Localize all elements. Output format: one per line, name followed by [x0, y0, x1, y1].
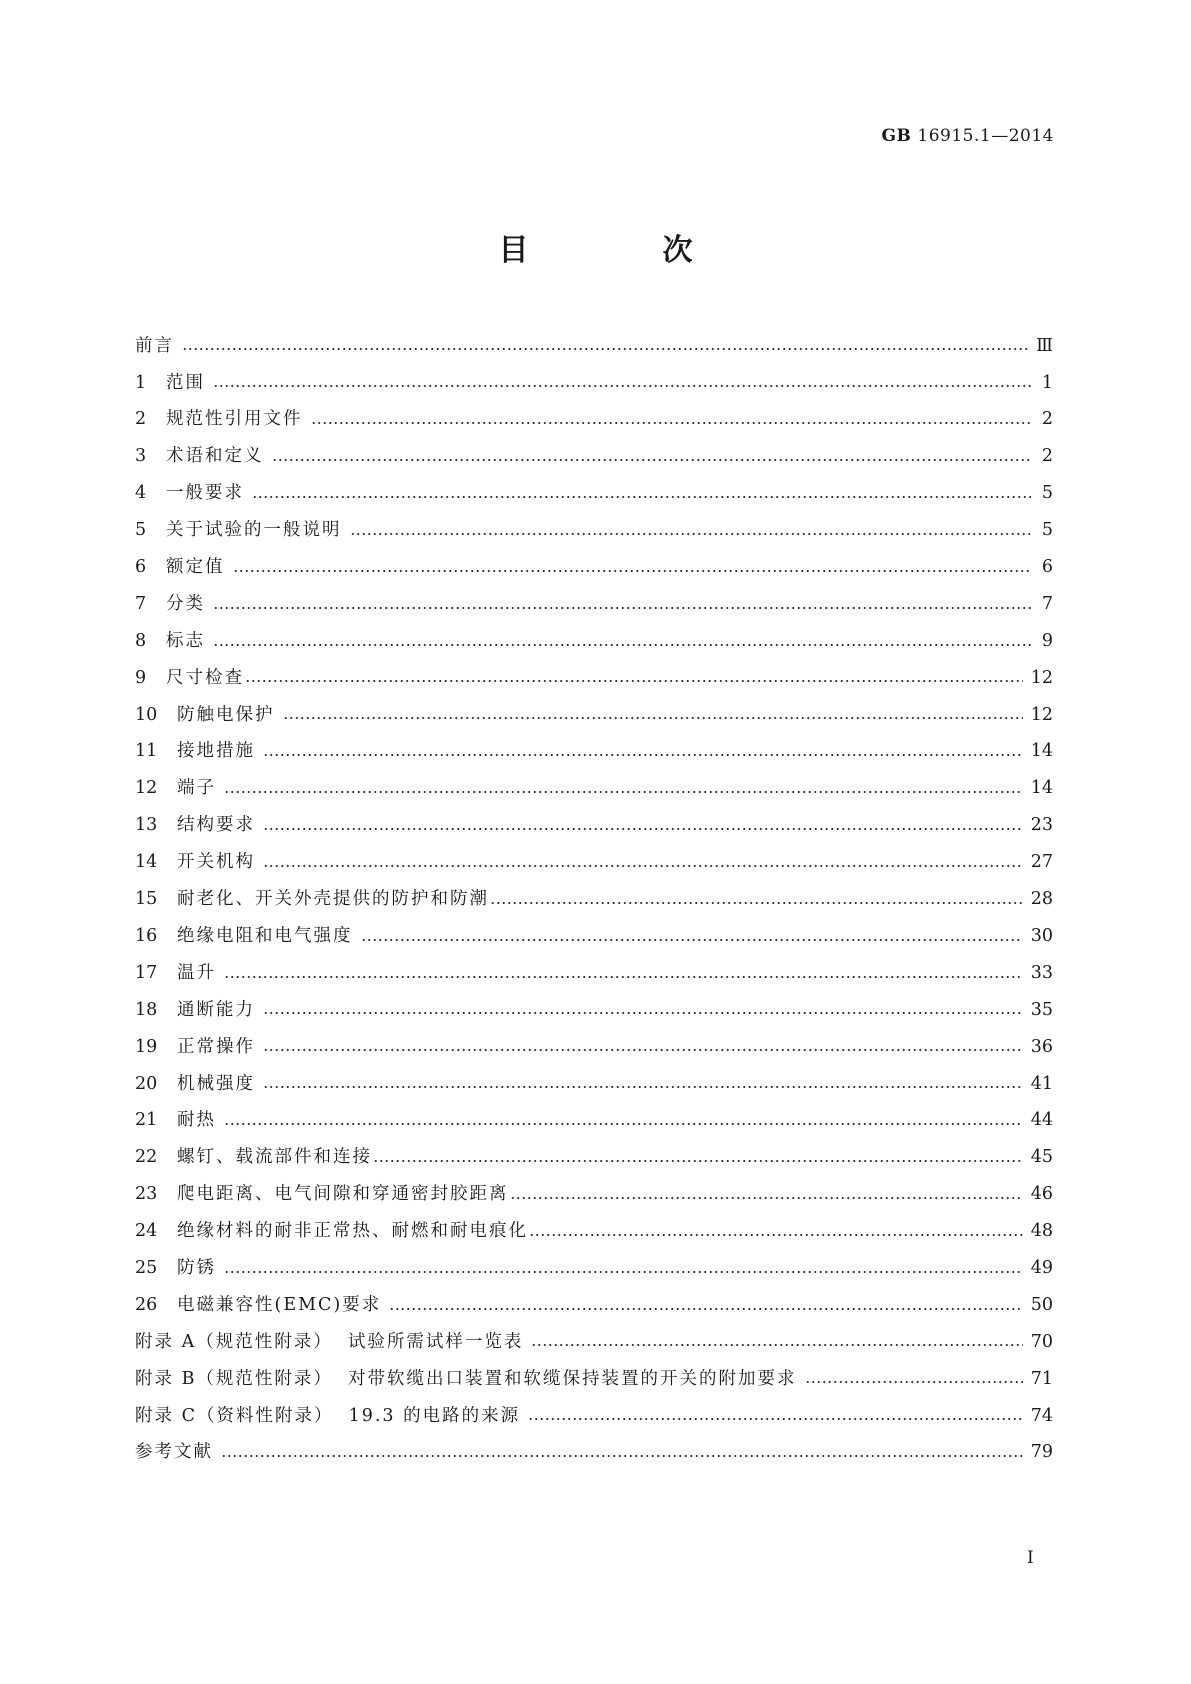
toc-entry-page: 41 [1030, 1073, 1053, 1094]
toc-entry-number: 13 [135, 815, 158, 836]
toc-entry-page: 50 [1030, 1294, 1053, 1315]
toc-entry[interactable] [135, 1140, 1053, 1177]
toc-dot-leader [373, 1160, 1023, 1162]
toc-entry-title: 爬电距离、电气间隙和穿通密封胶距离 [177, 1184, 509, 1205]
toc-entry-title: 参考文献 [135, 1442, 213, 1463]
toc-entry-page: 71 [1030, 1368, 1053, 1389]
toc-entry[interactable] [135, 1213, 1053, 1250]
toc-dot-leader [283, 717, 1023, 719]
toc-entry-title: 机械强度 [177, 1073, 255, 1094]
toc-dot-leader [263, 1086, 1023, 1088]
toc-entry-number: 24 [135, 1221, 158, 1242]
toc-entry-page: 12 [1030, 704, 1053, 725]
toc-entry-number: 6 [135, 557, 147, 578]
toc-entry-page: 14 [1030, 741, 1053, 762]
toc-entry-title: 端子 [177, 778, 216, 799]
toc-dot-leader [252, 496, 1031, 498]
toc-entry-number: 12 [135, 778, 158, 799]
toc-entry[interactable] [135, 402, 1053, 439]
page-title: 目 次 [498, 233, 745, 268]
toc-entry-title: 螺钉、载流部件和连接 [177, 1147, 372, 1168]
toc-entry-title: 温升 [177, 962, 216, 983]
toc-entry-page: 49 [1030, 1257, 1053, 1278]
toc-entry-page: Ⅲ [1036, 335, 1053, 356]
toc-entry[interactable] [135, 992, 1053, 1029]
toc-entry-page: 28 [1030, 889, 1053, 910]
toc-entry-number: 4 [135, 483, 147, 504]
toc-entry-title: 关于试验的一般说明 [166, 520, 342, 541]
toc-entry-title: 开关机构 [177, 852, 255, 873]
toc-entry-number: 26 [135, 1294, 158, 1315]
toc-dot-leader [233, 570, 1032, 572]
toc-entry-number: 18 [135, 999, 158, 1020]
toc-entry-page: 23 [1030, 815, 1053, 836]
toc-entry-title: 术语和定义 [166, 446, 264, 467]
table-of-contents [135, 328, 1053, 1472]
toc-entry[interactable] [135, 808, 1053, 845]
toc-entry[interactable] [135, 328, 1053, 365]
toc-dot-leader [224, 1271, 1023, 1273]
toc-entry-title: 电磁兼容性(EMC)要求 [177, 1294, 382, 1315]
toc-entry-number: 19 [135, 1036, 158, 1057]
toc-entry-number: 11 [135, 741, 158, 762]
toc-entry-page: 1 [1041, 372, 1053, 393]
toc-entry-title: 接地措施 [177, 741, 255, 762]
toc-entry-page: 46 [1030, 1184, 1053, 1205]
toc-entry[interactable] [135, 881, 1053, 918]
toc-entry[interactable] [135, 771, 1053, 808]
toc-entry[interactable] [135, 476, 1053, 513]
toc-dot-leader [263, 1049, 1023, 1051]
toc-entry-title: 额定值 [166, 557, 225, 578]
toc-dot-leader [361, 939, 1023, 941]
toc-dot-leader [213, 385, 1031, 387]
toc-entry-title: 通断能力 [177, 999, 255, 1020]
toc-entry-number: 2 [135, 409, 147, 430]
toc-entry-number: 9 [135, 667, 147, 688]
toc-entry-page: 7 [1041, 593, 1053, 614]
toc-entry-title: 分类 [166, 593, 205, 614]
toc-entry-title: 附录 A（规范性附录） 试验所需试样一览表 [135, 1331, 524, 1352]
toc-entry-page: 2 [1041, 446, 1053, 467]
toc-entry-title: 范围 [166, 372, 205, 393]
toc-entry-number: 1 [135, 372, 147, 393]
toc-dot-leader [263, 1012, 1023, 1014]
toc-entry-page: 5 [1041, 520, 1053, 541]
toc-entry-page: 27 [1030, 852, 1053, 873]
toc-dot-leader [311, 422, 1032, 424]
toc-entry-page: 2 [1041, 409, 1053, 430]
toc-entry[interactable] [135, 1324, 1053, 1361]
toc-entry-number: 8 [135, 630, 147, 651]
toc-entry-page: 30 [1030, 925, 1053, 946]
toc-entry-page: 79 [1030, 1442, 1053, 1463]
toc-entry-number: 5 [135, 520, 147, 541]
toc-entry-number: 7 [135, 593, 147, 614]
toc-entry-number: 23 [135, 1184, 158, 1205]
toc-dot-leader [182, 348, 1028, 350]
toc-entry-page: 5 [1041, 483, 1053, 504]
toc-entry[interactable] [135, 365, 1053, 402]
toc-entry-page: 33 [1030, 962, 1053, 983]
toc-dot-leader [510, 1197, 1023, 1199]
toc-entry[interactable] [135, 955, 1053, 992]
toc-entry-number: 3 [135, 446, 147, 467]
toc-entry-number: 16 [135, 925, 158, 946]
toc-entry-title: 附录 B（规范性附录） 对带软缆出口装置和软缆保持装置的开关的附加要求 [135, 1368, 797, 1389]
toc-entry[interactable] [135, 439, 1053, 476]
toc-entry-title: 结构要求 [177, 815, 255, 836]
toc-entry-title: 耐热 [177, 1110, 216, 1131]
toc-entry-title: 正常操作 [177, 1036, 255, 1057]
toc-entry-title: 规范性引用文件 [166, 409, 303, 430]
toc-dot-leader [529, 1234, 1023, 1236]
toc-dot-leader [531, 1344, 1022, 1346]
toc-entry[interactable] [135, 1398, 1053, 1435]
toc-entry-page: 14 [1030, 778, 1053, 799]
toc-entry[interactable] [135, 1361, 1053, 1398]
toc-entry-title: 附录 C（资料性附录） 19.3 的电路的来源 [135, 1405, 521, 1426]
toc-entry-title: 一般要求 [166, 483, 244, 504]
toc-entry-page: 12 [1030, 667, 1053, 688]
toc-entry-title: 耐老化、开关外壳提供的防护和防潮 [177, 889, 489, 910]
toc-entry[interactable] [135, 1066, 1053, 1103]
toc-entry-title: 绝缘电阻和电气强度 [177, 925, 353, 946]
toc-dot-leader [350, 533, 1032, 535]
toc-entry-page: 9 [1041, 630, 1053, 651]
toc-dot-leader [213, 607, 1031, 609]
toc-entry[interactable] [135, 1250, 1053, 1287]
toc-entry-number: 20 [135, 1073, 158, 1094]
standard-number: 16915.1—2014 [917, 126, 1054, 146]
page-number: Ⅰ [1027, 1548, 1034, 1568]
standard-code [882, 126, 1054, 146]
toc-entry[interactable] [135, 586, 1053, 623]
toc-entry[interactable] [135, 1103, 1053, 1140]
toc-entry-number: 17 [135, 962, 158, 983]
toc-entry-page: 36 [1030, 1036, 1053, 1057]
toc-entry[interactable] [135, 918, 1053, 955]
toc-dot-leader [224, 791, 1023, 793]
standard-prefix: GB [881, 126, 912, 146]
toc-entry-title: 防锈 [177, 1257, 216, 1278]
toc-dot-leader [213, 644, 1031, 646]
toc-entry-page: 45 [1030, 1147, 1053, 1168]
toc-entry-page: 6 [1041, 557, 1053, 578]
toc-entry[interactable] [135, 512, 1053, 549]
toc-dot-leader [245, 680, 1023, 682]
toc-entry[interactable] [135, 623, 1053, 660]
toc-entry[interactable] [135, 844, 1053, 881]
toc-dot-leader [490, 902, 1023, 904]
toc-entry-title: 防触电保护 [177, 704, 275, 725]
toc-entry[interactable] [135, 734, 1053, 771]
toc-entry[interactable] [135, 1435, 1053, 1472]
toc-entry[interactable] [135, 697, 1053, 734]
toc-entry[interactable] [135, 1176, 1053, 1213]
toc-entry-title: 尺寸检查 [166, 667, 244, 688]
toc-entry[interactable] [135, 1029, 1053, 1066]
toc-dot-leader [221, 1455, 1023, 1457]
toc-entry-page: 35 [1030, 999, 1053, 1020]
toc-entry-number: 25 [135, 1257, 158, 1278]
toc-entry-title: 前言 [135, 335, 174, 356]
toc-dot-leader [263, 828, 1023, 830]
toc-entry-page: 74 [1030, 1405, 1053, 1426]
toc-dot-leader [263, 754, 1023, 756]
toc-entry[interactable] [135, 1287, 1053, 1324]
toc-dot-leader [263, 865, 1023, 867]
toc-entry-page: 44 [1030, 1110, 1053, 1131]
toc-dot-leader [805, 1381, 1023, 1383]
toc-entry-page: 48 [1030, 1221, 1053, 1242]
toc-entry-number: 14 [135, 852, 158, 873]
toc-entry-number: 10 [135, 704, 158, 725]
toc-entry-number: 21 [135, 1110, 158, 1131]
toc-entry-number: 15 [135, 889, 158, 910]
toc-entry-number: 22 [135, 1147, 158, 1168]
toc-dot-leader [272, 459, 1032, 461]
toc-entry-page: 70 [1030, 1331, 1053, 1352]
toc-dot-leader [224, 976, 1023, 978]
toc-dot-leader [528, 1418, 1023, 1420]
toc-dot-leader [224, 1123, 1023, 1125]
toc-entry[interactable] [135, 660, 1053, 697]
toc-entry-title: 绝缘材料的耐非正常热、耐燃和耐电痕化 [177, 1221, 528, 1242]
toc-dot-leader [389, 1308, 1022, 1310]
toc-entry-title: 标志 [166, 630, 205, 651]
toc-entry[interactable] [135, 549, 1053, 586]
